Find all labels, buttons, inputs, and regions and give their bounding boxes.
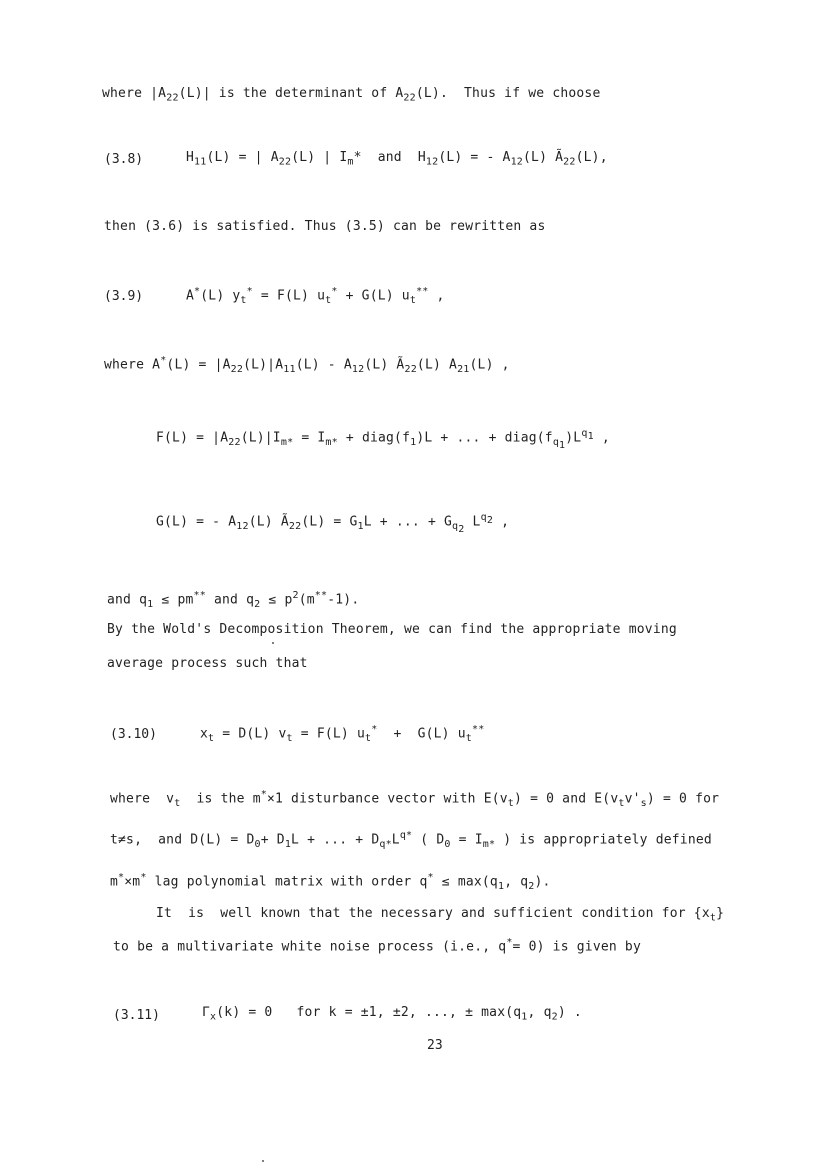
- equation-3-9: A*(L) $y_t^* = F(L) u_t^* + G(L)$ $u_t^{**}$ ,: [186, 286, 445, 306]
- equation-number-3-9: (3.9): [104, 289, 144, 304]
- equation-number-3-10: (3.10): [110, 727, 157, 742]
- paragraph-lag-polynomial: m*×m* lag polynomial matrix with order $q^* \le \max(q_1$, $q_2$).: [110, 872, 551, 892]
- equation-3-10: $x_t = D(L) v_t = F(L) u_t^* + G(L)$ $u_t^{**}$: [200, 724, 485, 744]
- scan-artifact: [262, 1160, 264, 1162]
- page-number: 23: [427, 1038, 443, 1053]
- paragraph-rewritten: then (3.6) is satisfied. Thus (3.5) can be rewritten as: [104, 219, 546, 234]
- inequality-q: and $q_1 \le pm^{**}$ and $q_2 \le p^2(m^{**}-1)$.: [107, 590, 360, 610]
- definition-G: G(L) = - $A_{12}(L)$ $Ã_{22}(L) = G_1L$ + ... + $G_{q_2}$ $L^{q_2}$ ,: [156, 512, 510, 535]
- equation-3-8: $H_{11}(L)$ = | $A_{22}(L)$ | $I_m*$ and $H_{12}(L)$ = - $A_{12}(L)$ $Ã_{22}(L)$,: [186, 150, 608, 168]
- paragraph-white-noise: to be a multivariate white noise process (i.e., q*= 0) is given by: [113, 937, 641, 955]
- paragraph-D-definition: t≠s, and $D(L) = D_0+ D_1L$ + ... + $D_{q*}L^{q*}$ ( $D_0 = I_{m*}$ ) is appropriately defined: [110, 830, 712, 850]
- definition-A-star: where $A^*(L) = |A_{22}(L)|A_{11}(L) - A_{12}(L)$ $Ã_{22}(L)$ $A_{21}(L)$ ,: [104, 355, 510, 375]
- paragraph-average: average process such that: [107, 656, 308, 671]
- paragraph-determinant: where $|A_{22}(L)|$ is the determinant of $A_{22}(L)$. Thus if we choose: [102, 86, 601, 104]
- definition-F: $F(L) = |A_{22}(L)|I_{m*} = I_{m*}$ + $diag(f_1)L$ + ... + $diag(f_{q_1})L^{q_1}$ ,: [156, 428, 610, 451]
- equation-number-3-8: (3.8): [104, 152, 144, 167]
- paragraph-condition: It is well known that the necessary and sufficient condition for $\{x_t\}$: [156, 906, 725, 924]
- equation-number-3-11: (3.11): [113, 1008, 160, 1023]
- equation-3-11: $\Gamma_x(k) = 0$ for k = ±1, ±2, ..., ± $\max(q_1$, $q_2$) .: [202, 1005, 582, 1023]
- scan-artifact: [272, 642, 274, 644]
- paragraph-wold: By the Wold's Decomposition Theorem, we can find the appropriate moving: [107, 622, 677, 637]
- paragraph-disturbance: where $v_t$ is the m*×1 disturbance vector with $E(v_t) = 0$ and $E(v_tv'_s) = 0$ for: [110, 789, 720, 809]
